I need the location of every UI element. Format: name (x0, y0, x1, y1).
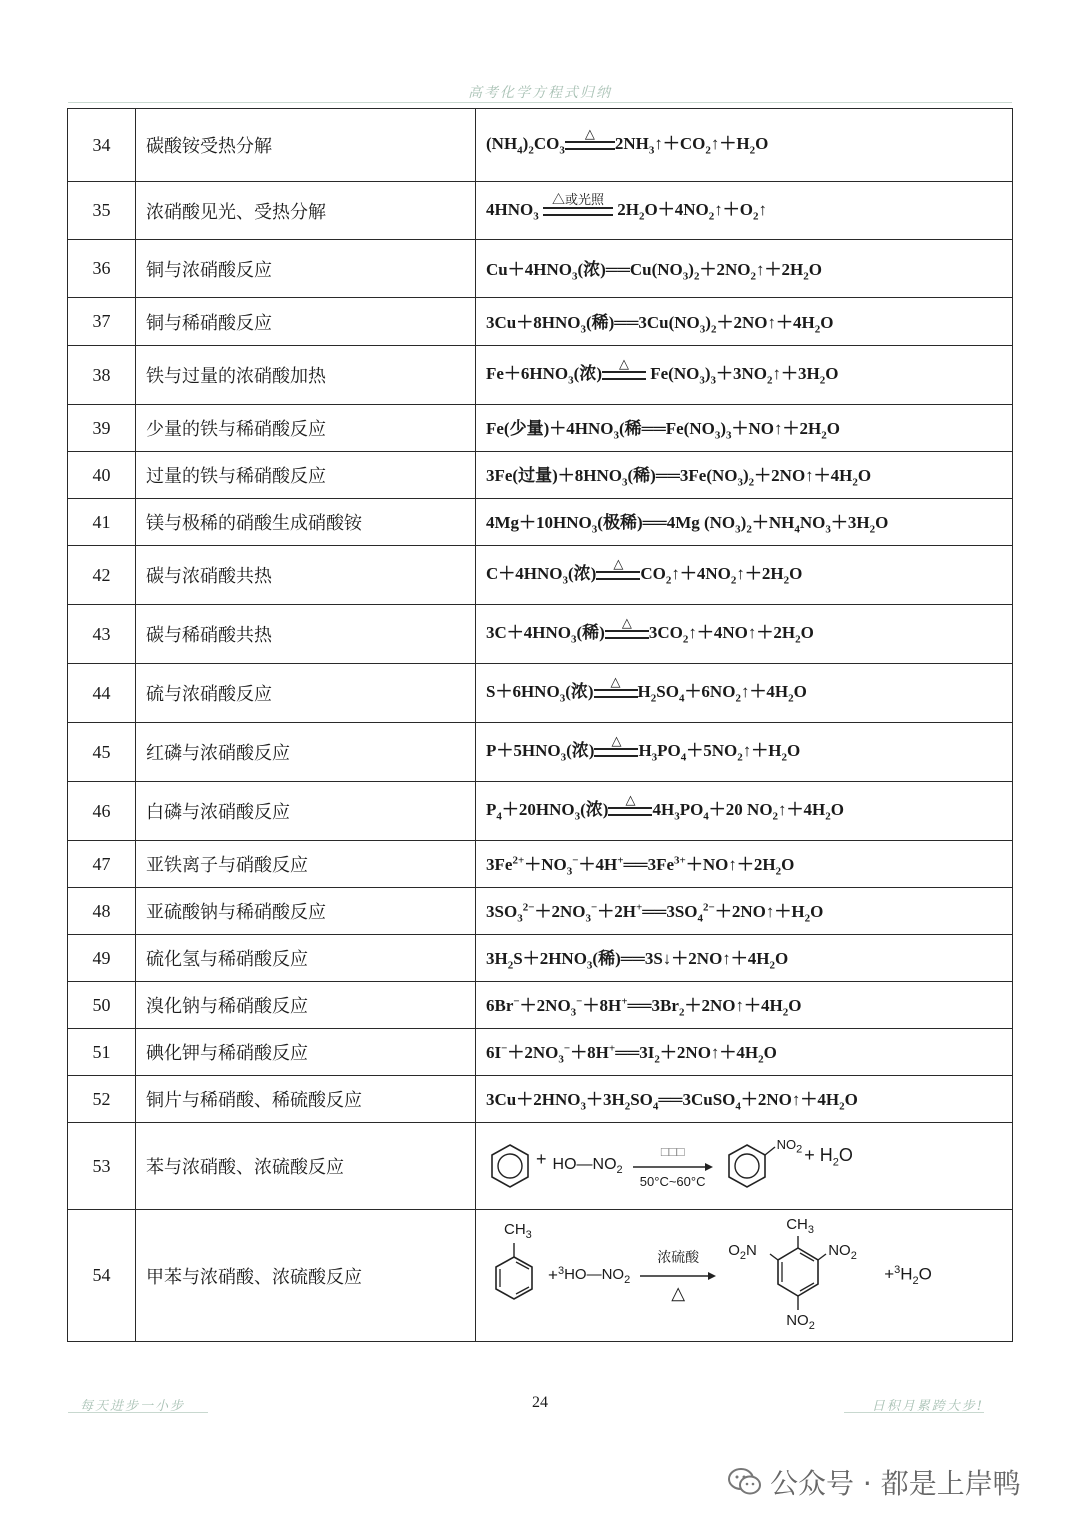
row-number: 40 (68, 452, 136, 499)
table-row (68, 935, 1013, 982)
row-number: 42 (68, 546, 136, 605)
equation: $6Br^-+2NO_3^-+8H^+══3Br_2+2NO↑+4H_2O$ (476, 982, 1013, 1029)
row-number: 45 (68, 723, 136, 782)
tnt-ring-icon (726, 1214, 876, 1338)
row-number: 52 (68, 1076, 136, 1123)
row-description: 碳与浓硝酸共热 (136, 546, 476, 605)
watermark-text: 公众号 · 都是上岸鸭 (770, 1467, 1021, 1500)
row-description: 铜片与稀硝酸、稀硫酸反应 (136, 1076, 476, 1123)
heat-condition: △ (611, 733, 622, 748)
row-description: 碘化钾与稀硝酸反应 (136, 1029, 476, 1076)
heat-condition: △ (671, 1283, 686, 1303)
table-row (68, 546, 1013, 605)
table-row (68, 723, 1013, 782)
row-description: 碳酸铵受热分解 (136, 109, 476, 182)
equations-table (67, 108, 1013, 1342)
row-description: 红磷与浓硝酸反应 (136, 723, 476, 782)
equation: Fe(少量)$+4HNO_3$(稀$══Fe(NO_3)_3+NO↑+2H_2O$ (476, 405, 1013, 452)
heat-condition: △ (584, 126, 595, 141)
equation: $3Cu+8HNO_3$(稀)$══3Cu(NO_3)_2+2NO↑+4H_2O$ (476, 298, 1013, 346)
equation: $4HNO_3$ △或光照 $2H_2O+4NO_2↑+O_2↑$ (476, 182, 1013, 240)
table-row (68, 888, 1013, 935)
heat-condition: △ (610, 674, 621, 689)
row-description: 白磷与浓硝酸反应 (136, 782, 476, 841)
equation: $3Fe^{2+}+NO_3^-+4H^+══3Fe^{3+}+NO↑+2H_2O$ (476, 841, 1013, 888)
row-number: 41 (68, 499, 136, 546)
light-heat-condition: △或光照 (551, 191, 604, 207)
temperature-label: 50°C~60°C (639, 1173, 706, 1189)
row-number: 39 (68, 405, 136, 452)
row-number: 50 (68, 982, 136, 1029)
footer-rule (844, 1412, 984, 1413)
header-rule (68, 102, 1012, 103)
equation: $3SO_3^{2-}+2NO_3^-+2H^+══3SO_4^{2-}+2NO↑+H_2O$ (476, 888, 1013, 935)
table-row (68, 405, 1013, 452)
nitrobenzene-ring-icon (723, 1141, 771, 1191)
table-row (68, 452, 1013, 499)
row-number: 53 (68, 1123, 136, 1210)
equation: $Cu+4HNO_3$(浓)$══Cu(NO_3)_2+2NO_2↑+2H_2O$ (476, 240, 1013, 298)
nitro-right-label: $NO_2$ (828, 1241, 857, 1262)
row-description: 浓硝酸见光、受热分解 (136, 182, 476, 240)
reagent-formula: $HO—NO_2$ (552, 1155, 623, 1177)
equation: $C+4HNO_3$(浓) △ $CO_2↑+4NO_2↑+2H_2O$ (476, 546, 1013, 605)
reaction-arrow (640, 1272, 716, 1280)
row-description: 碳与稀硝酸共热 (136, 605, 476, 664)
equation-benzene-nitration: + $HO—NO_2$ □□□ 50°C~60°C $NO_2$ + $H_2O$ (476, 1123, 1013, 1210)
row-number: 51 (68, 1029, 136, 1076)
table-row (68, 841, 1013, 888)
equation: $P+5HNO_3$(浓) △ $H_3PO_4+5NO_2↑+H_2O$ (476, 723, 1013, 782)
heat-condition: △ (618, 356, 629, 371)
equation: $3Cu+2HNO_3+3H_2SO_4══3CuSO_4+2NO↑+4H_2O$ (476, 1076, 1013, 1123)
equation: 3Fe(过量)$+8HNO_3$(稀)$══3Fe(NO_3)_2+2NO↑+4H_2O$ (476, 452, 1013, 499)
equation: $6I^-+2NO_3^-+8H^+══3I_2+2NO↑+4H_2O$ (476, 1029, 1013, 1076)
row-number: 49 (68, 935, 136, 982)
footer-right-motto: 日积月累跨大步! (871, 1399, 984, 1414)
benzene-ring-icon (486, 1141, 534, 1191)
table-row (68, 1076, 1013, 1123)
row-description: 铁与过量的浓硝酸加热 (136, 346, 476, 405)
wechat-icon (728, 1467, 762, 1497)
table-row (68, 298, 1013, 346)
table-row (68, 346, 1013, 405)
row-number: 48 (68, 888, 136, 935)
table-row (68, 982, 1013, 1029)
table-row (68, 1210, 1013, 1342)
footer-rule (68, 1412, 208, 1413)
row-description: 亚硫酸钠与稀硝酸反应 (136, 888, 476, 935)
reaction-arrow (633, 1163, 713, 1171)
equation: $3H_2S+2HNO_3$(稀)$══3S↓+2NO↑+4H_2O$ (476, 935, 1013, 982)
page-number: 24 (532, 1394, 548, 1411)
table-row (68, 499, 1013, 546)
equation-toluene-nitration: $CH_3$ +$^3$ $HO—NO_2$ 浓硫酸 △ $CH_3$ $O_2N$ $NO_2$ $NO_2$ $+^3H_2O$ (476, 1210, 1013, 1342)
row-number: 43 (68, 605, 136, 664)
footer-left-motto: 每天进步一小步 (80, 1399, 186, 1414)
table-row (68, 182, 1013, 240)
row-number: 34 (68, 109, 136, 182)
toluene-ring-icon (486, 1221, 542, 1331)
row-number: 37 (68, 298, 136, 346)
heat-condition: △ (625, 792, 636, 807)
equation: $4Mg+10HNO_3$(极稀)══4Mg $(NO_3)_2+NH_4NO_3+3H_2O$ (476, 499, 1013, 546)
methyl-label: $CH_3$ (786, 1215, 814, 1236)
equation: $P_4+20HNO_3$(浓) △ $4H_3PO_4+20$ $NO_2↑+4H_2O$ (476, 782, 1013, 841)
equation: $S+6HNO_3$(浓) △ $H_2SO_4+6NO_2↑+4H_2O$ (476, 664, 1013, 723)
nitro-bottom-label: $NO_2$ (786, 1311, 815, 1332)
row-number: 44 (68, 664, 136, 723)
page-header-title: 高考化学方程式归纳 (468, 85, 612, 101)
row-description: 苯与浓硝酸、浓硫酸反应 (136, 1123, 476, 1210)
catalyst-label: 浓硫酸 (657, 1249, 700, 1265)
table-row (68, 109, 1013, 182)
row-description: 溴化钠与稀硝酸反应 (136, 982, 476, 1029)
nitro-left-label: $O_2N$ (728, 1241, 757, 1262)
heat-condition: △ (613, 556, 624, 571)
row-number: 38 (68, 346, 136, 405)
table-row (68, 782, 1013, 841)
row-description: 甲苯与浓硝酸、浓硫酸反应 (136, 1210, 476, 1342)
catalyst-label: □□□ (660, 1143, 685, 1159)
water-product: $+^3H_2O$ (884, 1263, 932, 1288)
nitro-group-label: $NO_2$ (776, 1136, 803, 1156)
tnt-structure (726, 1214, 876, 1338)
row-description: 硫与浓硝酸反应 (136, 664, 476, 723)
table-row (68, 664, 1013, 723)
table-row (68, 1029, 1013, 1076)
row-number: 35 (68, 182, 136, 240)
row-description: 硫化氢与稀硝酸反应 (136, 935, 476, 982)
row-description: 铜与稀硝酸反应 (136, 298, 476, 346)
heat-condition: △ (621, 615, 632, 630)
methyl-label: $CH_3$ (504, 1220, 532, 1241)
equation: $(NH_4)_2CO_3$ △ $2NH_3↑+CO_2↑+H_2O$ (476, 109, 1013, 182)
table-row (68, 1123, 1013, 1210)
row-description: 过量的铁与稀硝酸反应 (136, 452, 476, 499)
equation: $3C+4HNO_3$(稀) △ $3CO_2↑+4NO↑+2H_2O$ (476, 605, 1013, 664)
row-description: 铜与浓硝酸反应 (136, 240, 476, 298)
row-number: 47 (68, 841, 136, 888)
row-number: 46 (68, 782, 136, 841)
row-number: 36 (68, 240, 136, 298)
table-row (68, 605, 1013, 664)
row-description: 少量的铁与稀硝酸反应 (136, 405, 476, 452)
equation: $Fe+6HNO_3$(浓) △ $Fe(NO_3)_3+3NO_2↑+3H_2O$ (476, 346, 1013, 405)
row-number: 54 (68, 1210, 136, 1342)
watermark (728, 1462, 1021, 1502)
row-description: 亚铁离子与硝酸反应 (136, 841, 476, 888)
row-description: 镁与极稀的硝酸生成硝酸铵 (136, 499, 476, 546)
reagent-formula: $HO—NO_2$ (564, 1265, 631, 1286)
toluene-structure (486, 1221, 542, 1331)
water-product: + $H_2O$ (804, 1145, 853, 1169)
table-row (68, 240, 1013, 298)
